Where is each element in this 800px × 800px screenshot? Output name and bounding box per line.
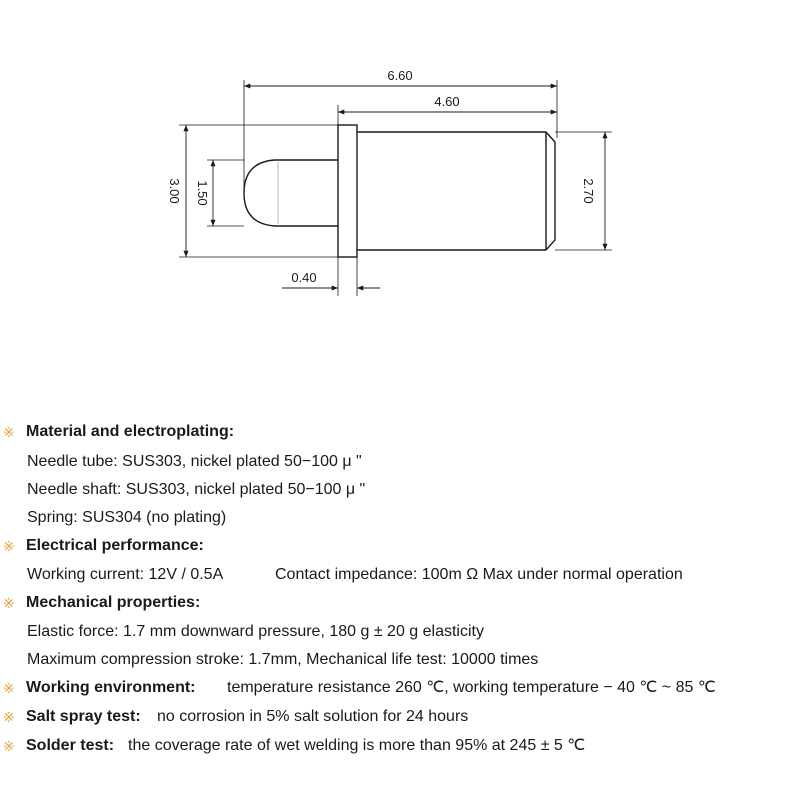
bullet-icon: ※: [3, 538, 15, 554]
bullet-icon: ※: [3, 595, 15, 611]
electrical-impedance: Contact impedance: 100m Ω Max under normal operation: [275, 566, 683, 583]
bullet-icon: ※: [3, 680, 15, 696]
solder-text: the coverage rate of wet welding is more than 95% at 245 ± 5 ℃: [128, 737, 586, 754]
bullet-icon: ※: [3, 709, 15, 725]
material-line: Needle tube: SUS303, nickel plated 50−100 μ ": [27, 453, 362, 470]
section-title: Salt spray test:: [26, 708, 141, 725]
bullet-icon: ※: [3, 738, 15, 754]
pogo-pin-technical-drawing: [0, 0, 800, 330]
dimension-lines: [186, 86, 605, 288]
dim-overall-length: 6.60: [387, 68, 413, 83]
electrical-current: Working current: 12V / 0.5A: [27, 566, 224, 583]
material-line: Needle shaft: SUS303, nickel plated 50−100 μ ": [27, 481, 366, 498]
mechanical-line: Maximum compression stroke: 1.7mm, Mechanical life test: 10000 times: [27, 651, 539, 668]
dim-flange-thickness: 0.40: [291, 270, 317, 285]
bullet-icon: ※: [3, 424, 15, 440]
dim-tip-diameter: 1.50: [195, 180, 210, 206]
pin-outline: [244, 125, 555, 257]
dim-body-diameter: 2.70: [581, 178, 596, 204]
material-line: Spring: SUS304 (no plating): [27, 509, 227, 526]
section-title: Solder test:: [26, 737, 115, 754]
section-title: Mechanical properties:: [26, 594, 201, 611]
section-title: Working environment:: [26, 679, 196, 696]
section-title: Electrical performance:: [26, 537, 204, 554]
section-title: Material and electroplating:: [26, 423, 235, 440]
environment-text: temperature resistance 260 ℃, working temperature − 40 ℃ ~ 85 ℃: [227, 679, 716, 696]
dim-body-length: 4.60: [434, 94, 460, 109]
salt-spray-text: no corrosion in 5% salt solution for 24 hours: [157, 708, 469, 725]
dim-flange-diameter: 3.00: [167, 178, 182, 204]
mechanical-line: Elastic force: 1.7 mm downward pressure, 180 g ± 20 g elasticity: [27, 623, 484, 640]
